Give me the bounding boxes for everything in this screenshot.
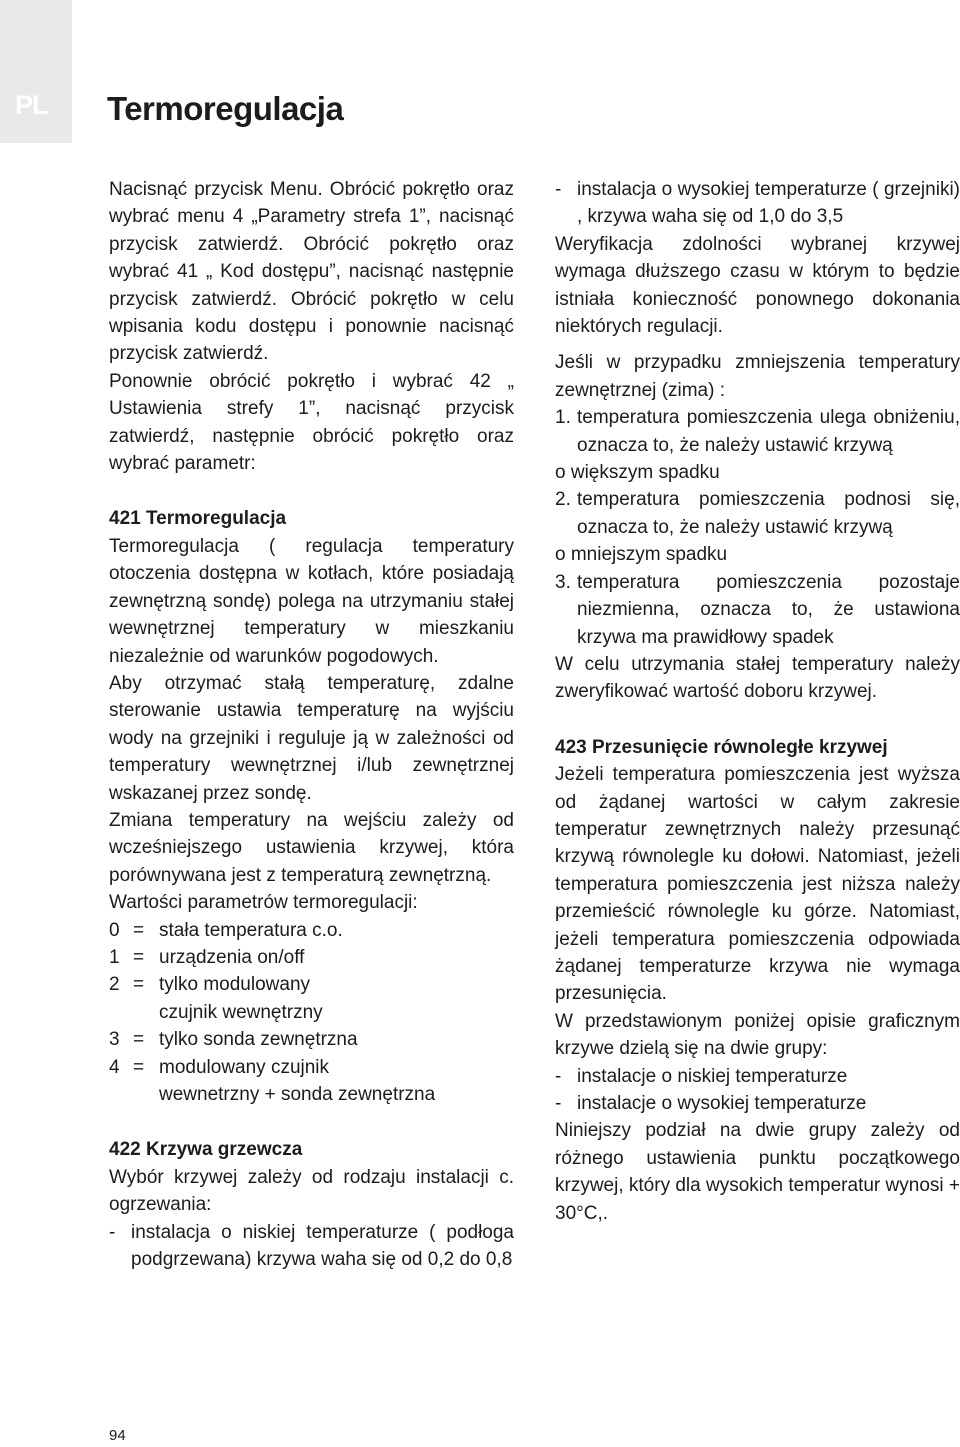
page-title: Termoregulacja — [107, 90, 344, 127]
numbered-item-2 — [555, 486, 960, 541]
param-key: 4 — [109, 1056, 120, 1078]
param-value-line: urządzenia on/off — [159, 946, 305, 968]
param-key: 1 — [109, 946, 120, 968]
param-key: 2 — [109, 974, 120, 996]
language-tab — [0, 0, 72, 143]
param-key: 0 — [109, 919, 120, 941]
section-422-heading: 422 Krzywa grzewcza — [109, 1139, 303, 1161]
list-item — [555, 1063, 960, 1090]
section-421-heading: 421 Termoregulacja — [109, 508, 287, 530]
numbered-item-2-continuation: o mniejszym spadku — [555, 544, 728, 566]
dash-marker: - — [555, 179, 562, 200]
numbered-item-1-continuation: o większym spadku — [555, 462, 720, 484]
param-row-0 — [109, 917, 514, 944]
list-item-text: instalacja o wysokiej temperaturze ( grzejniki) , krzywa waha się od 1,0 do 3,5 — [577, 179, 960, 228]
section-423-paragraph-3: Niniejszy podział na dwie grupy zależy od różnego ustawienia punktu początkowego krzywej, który dla wysokich temperatur wynosi + 30°C,. — [555, 1120, 960, 1224]
number-marker: 1. — [555, 407, 571, 429]
number-marker: 2. — [555, 489, 571, 511]
param-value-line: tylko sonda zewnętrzna — [159, 1029, 358, 1051]
param-row-3 — [109, 1026, 514, 1053]
w-celu-paragraph: W celu utrzymania stałej temperatury należy zweryfikować wartość doboru krzywej. — [555, 653, 960, 703]
section-421-paragraph-4: Wartości parametrów termoregulacji: — [109, 892, 418, 914]
numbered-item-text: temperatura pomieszczenia pozostaje niezmienna, oznacza to, że ustawiona krzywa ma prawidłowy spadek — [577, 571, 960, 648]
param-value — [159, 917, 514, 944]
param-key: 3 — [109, 1029, 120, 1051]
param-value-line: czujnik wewnętrzny — [159, 1001, 323, 1023]
right-column — [555, 176, 960, 1227]
section-423-paragraph-2: W przedstawionym poniżej opisie graficznym krzywe dzielą się na dwie grupy: — [555, 1010, 960, 1060]
list-item-text: instalacje o wysokiej temperaturze — [577, 1093, 867, 1114]
section-421-paragraph-2: Aby otrzymać stałą temperaturę, zdalne sterowanie ustawia temperaturę na wyjściu wody na grzejniki i reguluje ją w zależności od temperatury wewnętrznej i/lub zewnętrznej wskazanej przez sondę. — [109, 672, 514, 804]
param-value — [159, 944, 514, 971]
number-marker: 3. — [555, 571, 571, 593]
dash-marker: - — [555, 1093, 562, 1114]
param-row-2 — [109, 971, 514, 1026]
dash-marker: - — [109, 1221, 116, 1243]
list-item — [555, 1090, 960, 1117]
intro-paragraph-2: Ponownie obrócić pokrętło i wybrać 42 „ Ustawienia strefy 1”, nacisnąć przycisk zatwierdź, następnie obrócić pokrętło oraz wybrać parametr: — [109, 370, 514, 475]
param-equals: = — [133, 946, 145, 968]
param-equals: = — [133, 1029, 145, 1051]
numbered-item-text: temperatura pomieszczenia ulega obniżeniu, oznacza to, że należy ustawić krzywą — [577, 407, 960, 456]
page-number: 94 — [109, 1427, 126, 1444]
param-value — [159, 971, 514, 1026]
section-422-paragraph-1: Wybór krzywej zależy od rodzaju instalacji c. ogrzewania: — [109, 1166, 514, 1216]
section-423-heading: 423 Przesunięcie równoległe krzywej — [555, 736, 888, 758]
numbered-item-text: temperatura pomieszczenia podnosi się, oznacza to, że należy ustawić krzywą — [577, 489, 960, 538]
section-421-paragraph-3: Zmiana temperatury na wejściu zależy od wcześniejszego ustawienia krzywej, która porównywana jest z temperaturą zewnętrzną. — [109, 809, 514, 886]
section-423-paragraph-1: Jeżeli temperatura pomieszczenia jest wyższa od żądanej wartości w całym zakresie temperatur zewnętrznych należy przesunąć krzywą równolegle ku dołowi. Natomiast, jeżeli temperatura pomieszczenia jest niższa należy przemieścić równolegle ku górze. Natomiast, jeżeli temperatura pomieszczenia odpowiada żądanej temperaturze krzywa nie wymaga przesunięcia. — [555, 764, 960, 1005]
verify-paragraph: Weryfikacja zdolności wybranej krzywej wymaga dłuższego czasu w którym to będzie istniała konieczność ponownego dokonania niektórych regulacji. — [555, 233, 960, 338]
param-value-line: tylko modulowany — [159, 974, 311, 996]
list-item — [109, 1219, 514, 1274]
param-equals: = — [133, 974, 145, 996]
language-code: PL — [15, 90, 48, 120]
list-item-text: instalacja o niskiej temperaturze ( podłoga podgrzewana) krzywa waha się od 0,2 do 0,8 — [131, 1221, 514, 1271]
list-item-text: instalacje o niskiej temperaturze — [577, 1065, 848, 1087]
param-value — [159, 1054, 514, 1109]
numbered-item-1 — [555, 404, 960, 459]
dash-marker: - — [555, 1065, 562, 1087]
param-row-1 — [109, 944, 514, 971]
section-421-paragraph-1: Termoregulacja ( regulacja temperatury otoczenia dostępna w kotłach, które posiadają zewnętrzną sondę) polega na utrzymaniu stałej wewnętrznej temperatury w mieszkaniu niezależnie od warunków pogodowych. — [109, 535, 514, 667]
param-value-line: wewnetrzny + sonda zewnętrzna — [159, 1084, 436, 1105]
param-equals: = — [133, 919, 145, 941]
param-value-line: stała temperatura c.o. — [159, 919, 343, 941]
if-paragraph: Jeśli w przypadku zmniejszenia temperatury zewnętrznej (zima) : — [555, 352, 960, 401]
param-row-4 — [109, 1054, 514, 1109]
list-item — [555, 176, 960, 231]
numbered-item-3 — [555, 569, 960, 651]
intro-paragraph: Nacisnąć przycisk Menu. Obrócić pokrętło oraz wybrać menu 4 „Parametry strefa 1”, nacisnąć przycisk zatwierdź. Obrócić pokrętło oraz wybrać 41 „ Kod dostępu”, nacisnąć następnie przycisk zatwierdź. Obrócić pokrętło w celu wpisania kodu dostępu i ponownie nacisnąć przycisk zatwierdź. — [109, 179, 514, 365]
param-list — [109, 917, 514, 1109]
left-column — [109, 176, 514, 1273]
param-value — [159, 1026, 514, 1053]
param-value-line: modulowany czujnik — [159, 1056, 330, 1078]
param-equals: = — [133, 1056, 145, 1078]
